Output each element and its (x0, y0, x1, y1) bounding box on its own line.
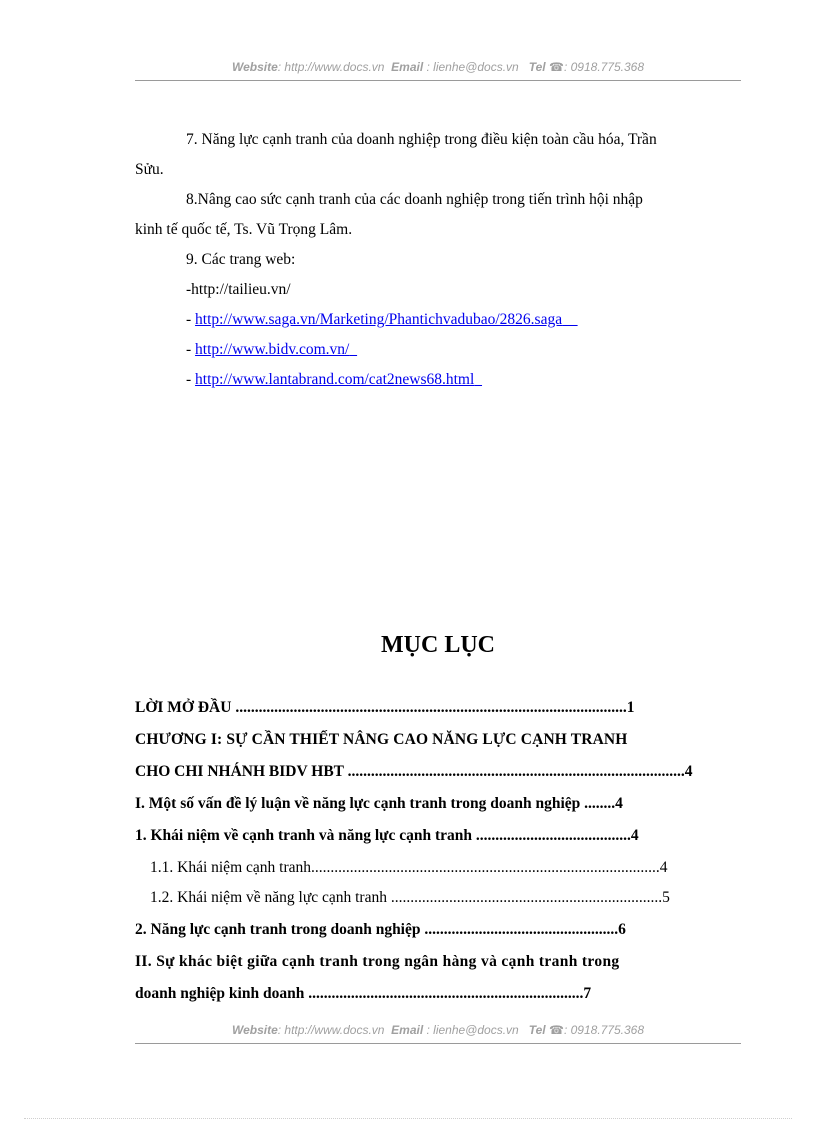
tel-value: : 0918.775.368 (563, 60, 645, 74)
phone-icon: ☎ (549, 1023, 564, 1037)
web-link-row-saga (186, 310, 578, 330)
toc-title: MỤC LỤC (381, 632, 495, 658)
toc-entry[interactable]: LỜI MỞ ĐẦU .....................................................................................................1 (135, 699, 635, 716)
toc-entry[interactable]: 1. Khái niệm về cạnh tranh và năng lực cạnh tranh ........................................4 (135, 827, 639, 844)
page-header (135, 60, 741, 74)
web-link-lantabrand[interactable]: http://www.lantabrand.com/cat2news68.html (195, 371, 475, 388)
toc-entry[interactable]: 1.1. Khái niệm cạnh tranh..........................................................................................4 (150, 859, 668, 876)
website-value: : http://www.docs.vn (277, 1023, 385, 1037)
email-label: Email (391, 1023, 424, 1037)
toc-entry[interactable]: CHO CHI NHÁNH BIDV HBT .......................................................................................4 (135, 763, 693, 780)
website-label: Website (231, 1023, 278, 1037)
reference-8-line2: kinh tế quốc tế, Ts. Vũ Trọng Lâm. (135, 221, 353, 238)
toc-entry[interactable]: 2. Năng lực cạnh tranh trong doanh nghiệp ..................................................6 (135, 921, 626, 938)
web-link-tailieu: -http://tailieu.vn/ (186, 281, 291, 298)
email-label: Email (391, 60, 424, 74)
dash: - (186, 311, 196, 328)
dash: - (186, 371, 196, 388)
page-edge-divider (24, 1118, 792, 1119)
web-link-row-bidv (186, 340, 357, 360)
email-value: : lienhe@docs.vn (423, 1023, 519, 1037)
email-value: : lienhe@docs.vn (423, 60, 519, 74)
reference-8-line1: 8.Nâng cao sức cạnh tranh của các doanh nghiệp trong tiến trình hội nhập (186, 191, 643, 208)
tel-value: : 0918.775.368 (563, 1023, 645, 1037)
reference-7-line1: 7. Năng lực cạnh tranh của doanh nghiệp trong điều kiện toàn cầu hóa, Trần (186, 131, 657, 148)
reference-7-line2: Sửu. (135, 161, 164, 178)
toc-entry[interactable]: CHƯƠNG I: SỰ CẦN THIẾT NÂNG CAO NĂNG LỰC CẠNH TRANH (135, 731, 628, 748)
toc-entry[interactable]: doanh nghiệp kinh doanh .......................................................................7 (135, 985, 592, 1002)
toc-entry[interactable]: II. Sự khác biệt giữa cạnh tranh trong ngân hàng và cạnh tranh trong (135, 953, 620, 970)
tel-label: Tel (528, 60, 546, 74)
web-link-saga[interactable]: http://www.saga.vn/Marketing/Phantichvadubao/2826.saga (195, 311, 563, 328)
toc-entry[interactable]: I. Một số vấn đề lý luận về năng lực cạnh tranh trong doanh nghiệp ........4 (135, 795, 623, 812)
web-link-bidv[interactable]: http://www.bidv.com.vn/ (195, 341, 350, 358)
web-link-row-lantabrand (186, 370, 482, 390)
reference-9: 9. Các trang web: (186, 251, 296, 268)
tel-label: Tel (528, 1023, 546, 1037)
header-divider (135, 80, 741, 81)
website-label: Website (231, 60, 278, 74)
website-value: : http://www.docs.vn (277, 60, 385, 74)
toc-entry[interactable]: 1.2. Khái niệm về năng lực cạnh tranh ......................................................................5 (150, 889, 670, 906)
footer-divider (135, 1043, 741, 1044)
dash: - (186, 341, 196, 358)
phone-icon: ☎ (549, 60, 564, 74)
page-footer (135, 1023, 741, 1037)
